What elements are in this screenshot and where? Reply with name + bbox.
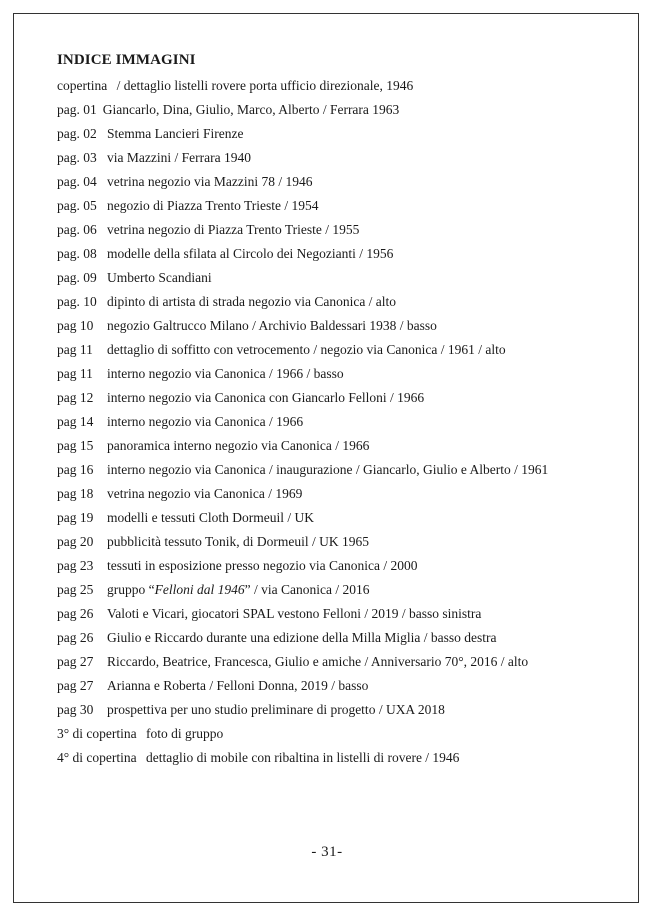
index-entry: [57, 122, 617, 146]
entry-page: pag. 03: [57, 150, 97, 165]
entry-page: copertina: [57, 78, 108, 93]
entry-caption: vetrina negozio via Canonica / 1969: [107, 486, 303, 501]
entry-caption: Giancarlo, Dina, Giulio, Marco, Alberto / Ferrara 1963: [102, 102, 400, 117]
index-entry: [57, 242, 617, 266]
entry-page: pag 18: [57, 486, 94, 501]
entry-caption: prospettiva per uno studio preliminare di progetto / UXA 2018: [107, 702, 445, 717]
entry-page: pag. 02: [57, 126, 97, 141]
index-entry: [57, 218, 617, 242]
entry-caption: tessuti in esposizione presso negozio via Canonica / 2000: [107, 558, 418, 573]
index-entry: [57, 314, 617, 338]
entry-caption: negozio di Piazza Trento Trieste / 1954: [107, 198, 319, 213]
entry-caption: Umberto Scandiani: [107, 270, 212, 285]
entry-page: pag. 05: [57, 198, 97, 213]
entry-page: pag 25: [57, 582, 94, 597]
entry-page: pag. 09: [57, 270, 97, 285]
entry-caption: interno negozio via Canonica / 1966: [107, 414, 304, 429]
entry-caption: negozio Galtrucco Milano / Archivio Baldessari 1938 / basso: [107, 318, 437, 333]
index-entry: [57, 338, 617, 362]
index-entry: [57, 170, 617, 194]
entry-page: pag 26: [57, 630, 94, 645]
entry-page: 4° di copertina: [57, 750, 137, 765]
entry-caption: dipinto di artista di strada negozio via Canonica / alto: [107, 294, 397, 309]
entry-page: pag. 08: [57, 246, 97, 261]
entry-page: pag 14: [57, 414, 94, 429]
index-entry: [57, 554, 617, 578]
entry-caption: / dettaglio listelli rovere porta ufficio direzionale, 1946: [113, 78, 414, 93]
entry-caption: panoramica interno negozio via Canonica / 1966: [107, 438, 370, 453]
entry-page: pag. 10: [57, 294, 97, 309]
entry-caption: vetrina negozio di Piazza Trento Trieste / 1955: [107, 222, 360, 237]
entry-caption: pubblicità tessuto Tonik, di Dormeuil / UK 1965: [107, 534, 370, 549]
index-entry: [57, 98, 617, 122]
index-entry: [57, 698, 617, 722]
page-number: - 31-: [311, 844, 343, 860]
index-entry: [57, 674, 617, 698]
entry-page: pag 23: [57, 558, 94, 573]
entry-caption: Riccardo, Beatrice, Francesca, Giulio e amiche / Anniversario 70°, 2016 / alto: [107, 654, 529, 669]
index-entry: [57, 722, 617, 746]
index-entry: [57, 146, 617, 170]
index-title: INDICE IMMAGINI: [57, 52, 196, 68]
entry-page: pag 27: [57, 654, 94, 669]
entry-page: pag 26: [57, 606, 94, 621]
entry-caption-before: gruppo “: [107, 582, 155, 597]
entry-page: pag 11: [57, 366, 93, 381]
index-entry: [57, 362, 617, 386]
index-entry: [57, 290, 617, 314]
index-entry: [57, 530, 617, 554]
entry-caption: foto di gruppo: [142, 726, 224, 741]
entry-caption: dettaglio di soffitto con vetrocemento / negozio via Canonica / 1961 / alto: [107, 342, 506, 357]
entry-caption-after: ” / via Canonica / 2016: [244, 582, 370, 597]
entry-page: pag 15: [57, 438, 94, 453]
entry-page: pag. 01: [57, 102, 97, 117]
index-entry: [57, 458, 617, 482]
index-entry: [57, 74, 617, 98]
entry-page: pag 10: [57, 318, 94, 333]
entry-caption: modelle della sfilata al Circolo dei Negozianti / 1956: [107, 246, 394, 261]
entry-page: pag 30: [57, 702, 94, 717]
entry-caption: modelli e tessuti Cloth Dormeuil / UK: [107, 510, 314, 525]
index-entry: [57, 602, 617, 626]
index-entry: [57, 482, 617, 506]
index-entry: [57, 386, 617, 410]
index-entry: [57, 746, 617, 770]
entry-page: pag 19: [57, 510, 94, 525]
index-entry: [57, 506, 617, 530]
entry-caption: dettaglio di mobile con ribaltina in listelli di rovere / 1946: [142, 750, 460, 765]
entry-caption: interno negozio via Canonica / 1966 / basso: [107, 366, 344, 381]
entry-page: pag 27: [57, 678, 94, 693]
entry-caption: Arianna e Roberta / Felloni Donna, 2019 / basso: [107, 678, 369, 693]
entry-page: pag 20: [57, 534, 94, 549]
index-entry: [57, 626, 617, 650]
entry-caption: Valoti e Vicari, giocatori SPAL vestono Felloni / 2019 / basso sinistra: [107, 606, 482, 621]
index-list: [57, 74, 617, 770]
entry-caption: Giulio e Riccardo durante una edizione della Milla Miglia / basso destra: [107, 630, 497, 645]
entry-caption-italic: Felloni dal 1946: [154, 582, 245, 597]
entry-page: pag. 06: [57, 222, 97, 237]
index-entry: [57, 194, 617, 218]
entry-caption: via Mazzini / Ferrara 1940: [107, 150, 251, 165]
index-entry: [57, 434, 617, 458]
index-entry: [57, 410, 617, 434]
index-entry: [57, 266, 617, 290]
entry-caption: vetrina negozio via Mazzini 78 / 1946: [107, 174, 313, 189]
entry-caption: interno negozio via Canonica / inaugurazione / Giancarlo, Giulio e Alberto / 1961: [107, 462, 549, 477]
entry-page: pag 16: [57, 462, 94, 477]
entry-caption: Stemma Lancieri Firenze: [107, 126, 244, 141]
index-entry: [57, 650, 617, 674]
index-entry: [57, 578, 617, 602]
entry-page: pag 11: [57, 342, 93, 357]
entry-caption: interno negozio via Canonica con Giancarlo Felloni / 1966: [107, 390, 425, 405]
entry-page: 3° di copertina: [57, 726, 137, 741]
entry-page: pag 12: [57, 390, 94, 405]
entry-page: pag. 04: [57, 174, 97, 189]
image-index: [57, 50, 617, 770]
